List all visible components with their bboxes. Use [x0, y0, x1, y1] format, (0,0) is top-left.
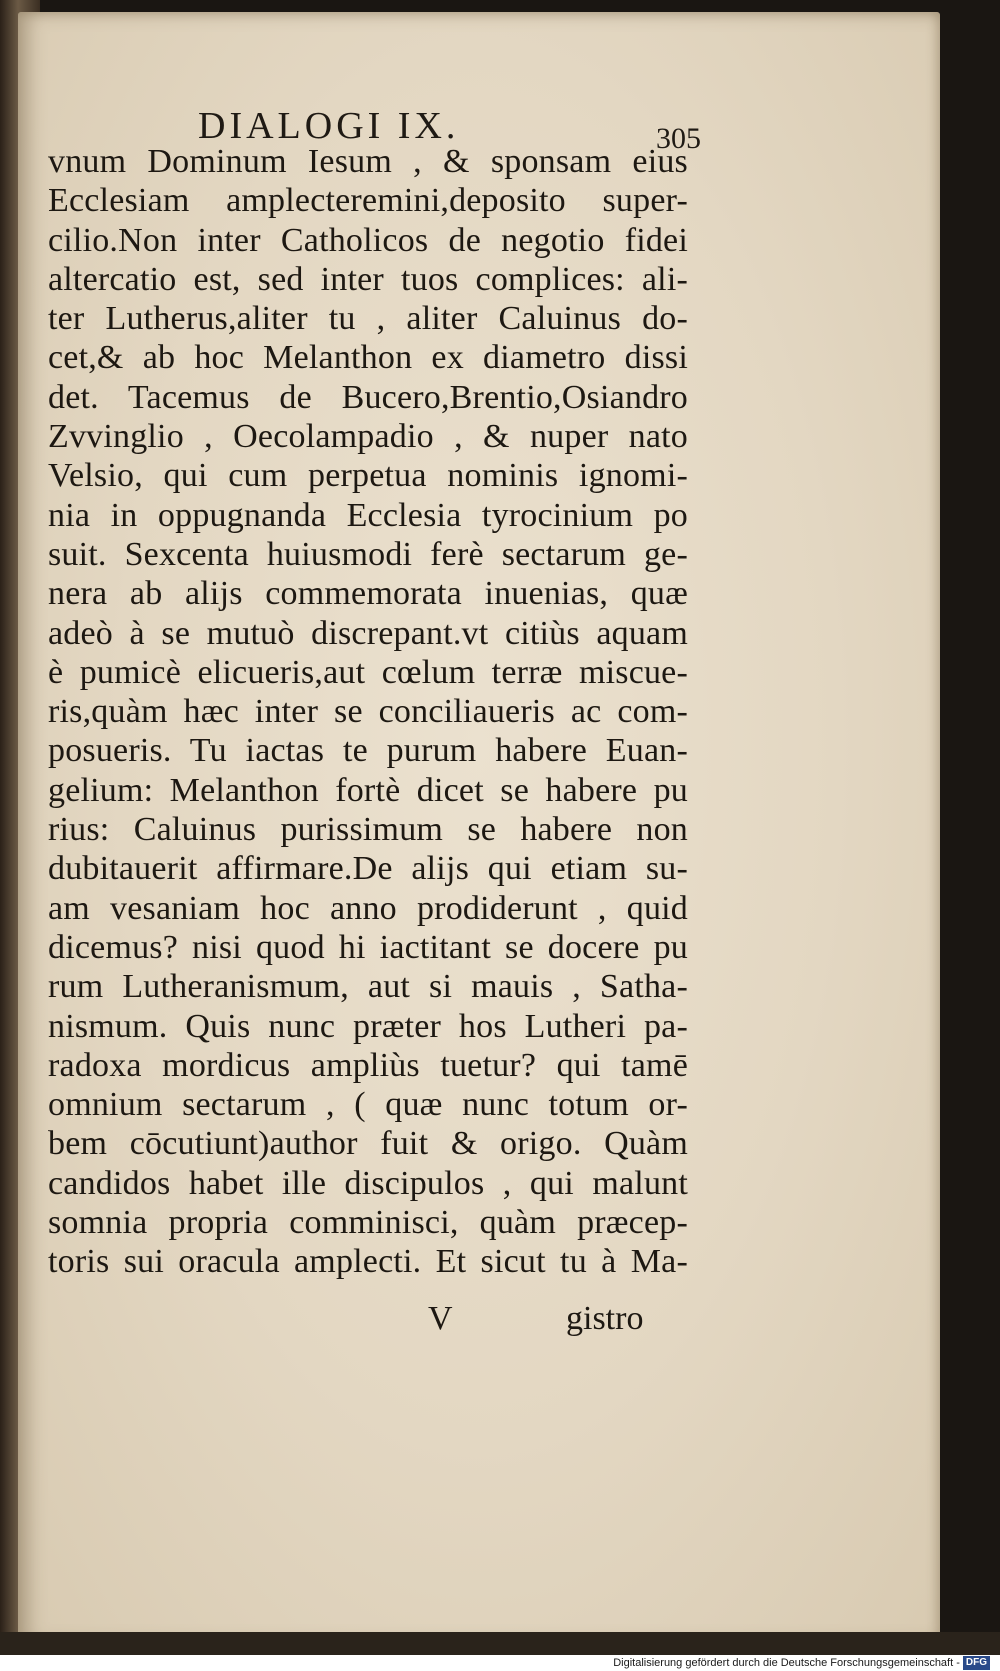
- text-line: Zvvinglio , Oecolampadio , & nuper nato: [48, 418, 688, 456]
- page-footer: [18, 1300, 940, 1340]
- text-line: nera ab alijs commemorata inuenias, quæ: [48, 575, 688, 613]
- text-line: Ecclesiam amplecteremini,deposito super-: [48, 182, 688, 220]
- text-line: radoxa mordicus ampliùs tuetur? qui tamē: [48, 1046, 688, 1084]
- text-line: candidos habet ille discipulos , qui malunt: [48, 1164, 688, 1202]
- page-number: 305: [656, 122, 701, 155]
- text-line: omnium sectarum , ( quæ nunc totum or-: [48, 1086, 688, 1124]
- text-line: dicemus? nisi quod hi iactitant se docere pu: [48, 928, 688, 966]
- text-line: ter Lutherus,aliter tu , aliter Caluinus do-: [48, 300, 688, 338]
- text-line: adeò à se mutuò discrepant.vt citiùs aquam: [48, 614, 688, 652]
- digitization-credit: [613, 1655, 990, 1671]
- text-line: nismum. Quis nunc præter hos Lutheri pa-: [48, 1007, 688, 1045]
- text-line: posueris. Tu iactas te purum habere Euan-: [48, 732, 688, 770]
- dfg-logo: DFG: [963, 1656, 990, 1670]
- text-line: è pumicè elicueris,aut cœlum terræ miscue-: [48, 653, 688, 691]
- text-line: vnum Dominum Iesum , & sponsam eius: [48, 143, 688, 180]
- text-line: Velsio, qui cum perpetua nominis ignomi-: [48, 457, 688, 495]
- signature-mark: V: [428, 1300, 453, 1337]
- text-line: cet,& ab hoc Melanthon ex diametro dissi: [48, 339, 688, 377]
- text-line: cilio.Non inter Catholicos de negotio fidei: [48, 221, 688, 259]
- text-line: gelium: Melanthon fortè dicet se habere pu: [48, 771, 688, 809]
- credit-text: Digitalisierung gefördert durch die Deutsche Forschungsgemeinschaft -: [613, 1657, 960, 1669]
- text-line: toris sui oracula amplecti. Et sicut tu à Ma-: [48, 1243, 688, 1281]
- text-line: ris,quàm hæc inter se conciliaueris ac com-: [48, 693, 688, 731]
- text-line: nia in oppugnanda Ecclesia tyrocinium po: [48, 496, 688, 534]
- catchword: gistro: [566, 1300, 644, 1337]
- running-head: DIALOGI IX.: [198, 105, 460, 147]
- text-line: det. Tacemus de Bucero,Brentio,Osiandro: [48, 378, 688, 416]
- text-line: suit. Sexcenta huiusmodi ferè sectarum ge-: [48, 535, 688, 573]
- scan-bottom-edge: [0, 1632, 1000, 1655]
- body-text: [48, 142, 688, 1282]
- text-line: rius: Caluinus purissimum se habere non: [48, 811, 688, 849]
- text-line: rum Lutheranismum, aut si mauis , Satha-: [48, 968, 688, 1006]
- text-line: bem cōcutiunt)author fuit & origo. Quàm: [48, 1125, 688, 1163]
- text-line: altercatio est, sed inter tuos complices: ali-: [48, 260, 688, 298]
- text-line: somnia propria comminisci, quàm præcep-: [48, 1204, 688, 1242]
- book-page: [18, 12, 940, 1644]
- text-line: am vesaniam hoc anno prodiderunt , quid: [48, 889, 688, 927]
- text-line: dubitauerit affirmare.De alijs qui etiam su-: [48, 850, 688, 888]
